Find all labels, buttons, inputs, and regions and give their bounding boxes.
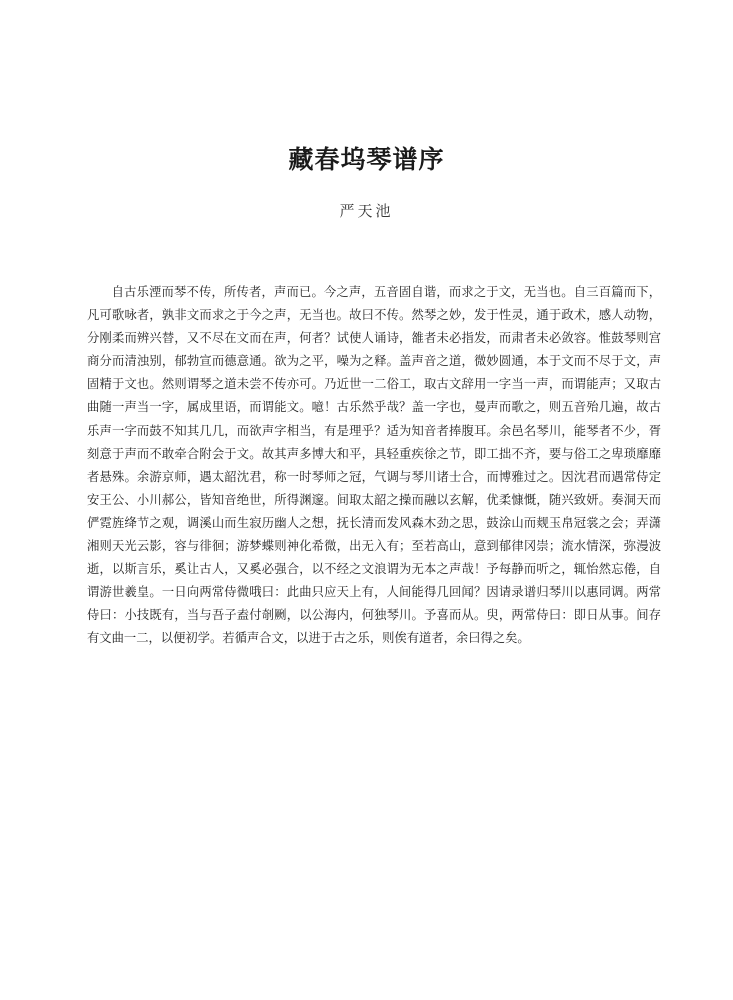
document-title: 藏春坞琴谱序 [288,145,445,174]
document-author: 严天池 [339,202,394,220]
document-body: 自古乐湮而琴不传，所传者，声而已。今之声，五音固自谐，而求之于文，无当也。自三百篇而下，凡可歌咏者，孰非文而求之于今之声，无当也。故曰不传。然琴之妙，发于性灵，通于政术，感人动物，分刚柔而辨兴替，又不尽在文而在声，何者？试使人诵诗，雒者未必指发，而肃者未必敛容。惟鼓琴则宫商分而清浊别，郁勃宣而德意通。欲为之平，噪为之释。盖声音之道，微妙圆通，本于文而不尽于文，声固精于文也。然则谓琴之道未尝不传亦可。乃近世一二俗工，取古文辞用一字当一声，而谓能声；又取古曲随一声当一字，属成里语，而谓能文。噫！古乐然乎哉？盖一字也，曼声而歌之，则五音殆几遍，故古乐声一字而鼓不知其几几，而欲声字相当，有是理乎？适为知音者捧腹耳。余邑名琴川，能琴者不少，胥刻意于声而不敢牵合附会于文。故其声多博大和平，具轻重疾徐之节，即工拙不齐，要与俗工之卑琐靡靡者悬殊。余游京师，遇太韶沈君，称一时琴师之冠，气调与琴川诸士合，而博雅过之。因沈君而遇常侍定安王公、小川郝公，皆知音绝世，所得渊邃。间取太韶之操而融以玄解，优柔慷慨，随兴致妍。奏洞天而俨霓旌绛节之观，调溪山而生寂历幽人之想，抚长清而发风森木劲之思，鼓涂山而觌玉帛冠裳之会；弄潇湘则天光云影，容与徘徊；游梦蝶则神化希微，出无入有；至若高山，意到郁律冈崇；流水情深，弥漫波逝，以斯言乐，奚让古人，又奚必强合，以不经之文浪谓为无本之声哉！予每静而听之，辄怡然忘倦，自谓游世羲皇。一日向两常侍微哦曰：此曲只应天上有，人间能得几回闻？因请录谱归琴川以惠同调。两常侍曰：小技既有，当与吾子盍付剞劂，以公海内，何独琴川。予喜而从。臾，两常侍曰：即日从事。间存有文曲一二，以便初学。若循声合文，以进于古之乐，则俟有道者，余曰得之矣。 [87,285,661,646]
